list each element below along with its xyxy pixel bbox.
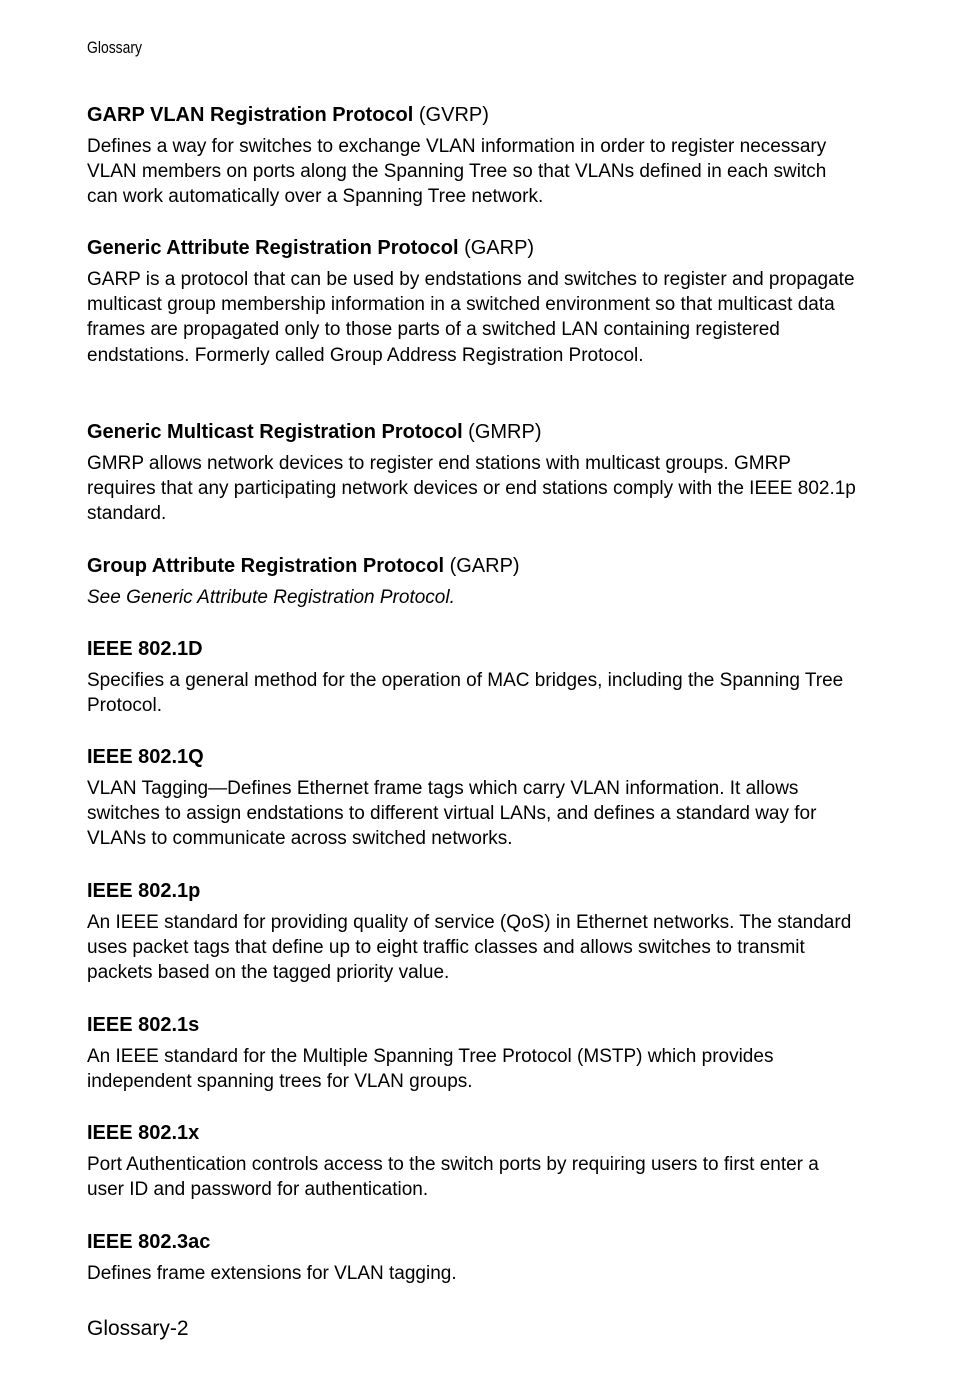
entry-term: [87, 1013, 857, 1037]
entry-definition: Port Authentication controls access to the switch ports by requiring users to first enter a user ID and password for authentication.: [87, 1154, 819, 1201]
term-name: IEEE 802.3ac: [87, 1231, 211, 1253]
glossary-entry-ieee-802-1x: [87, 1121, 857, 1202]
term-name: Group Attribute Registration Protocol: [87, 555, 445, 577]
entry-term: [87, 879, 857, 903]
glossary-entry-ieee-802-1q: [87, 745, 857, 852]
entry-term: [87, 236, 857, 260]
entry-term: [87, 420, 857, 444]
glossary-entry-group-garp: [87, 554, 857, 610]
term-abbreviation: (GVRP): [413, 104, 489, 126]
term-abbreviation: (GMRP): [462, 421, 542, 443]
entry-definition: GARP is a protocol that can be used by endstations and switches to register and propagate multicast group membership information in a switched environment so that multicast data frames are propagated only to those parts of a switched LAN containing registered endstations. Formerly called Group Address Registration Protocol.: [87, 269, 855, 366]
entry-definition: An IEEE standard for providing quality of service (QoS) in Ethernet networks. The standard uses packet tags that define up to eight traffic classes and allows switches to transmit packets based on the tagged priority value.: [87, 912, 852, 984]
term-name: IEEE 802.1Q: [87, 746, 204, 768]
term-name: IEEE 802.1s: [87, 1014, 200, 1036]
entry-definition: VLAN Tagging—Defines Ethernet frame tags which carry VLAN information. It allows switches to assign endstations to different virtual LANs, and defines a standard way for VLANs to communicate across switched networks.: [87, 778, 817, 850]
entry-term: [87, 554, 857, 578]
term-abbreviation: (GARP): [444, 555, 520, 577]
entry-term: [87, 103, 857, 127]
glossary-entry-ieee-802-1d: [87, 637, 857, 718]
entry-definition: Defines a way for switches to exchange VLAN information in order to register necessary VLAN members on ports along the Spanning Tree so that VLANs defined in each switch can work automatically over a Spanning Tree network.: [87, 136, 827, 208]
entry-definition: Defines frame extensions for VLAN tagging.: [87, 1263, 457, 1284]
term-abbreviation: (GARP): [458, 237, 535, 259]
term-name: IEEE 802.1p: [87, 880, 201, 902]
glossary-entry-ieee-802-1s: [87, 1013, 857, 1094]
term-name: Generic Multicast Registration Protocol: [87, 421, 463, 443]
entry-definition: GMRP allows network devices to register end stations with multicast groups. GMRP requires that any participating network devices or end stations comply with the IEEE 802.1p standard.: [87, 453, 856, 525]
term-name: GARP VLAN Registration Protocol: [87, 104, 414, 126]
term-name: IEEE 802.1x: [87, 1122, 200, 1144]
glossary-entry-gmrp: [87, 420, 857, 527]
glossary-entry-ieee-802-1p: [87, 879, 857, 986]
term-name: Generic Attribute Registration Protocol: [87, 237, 459, 259]
entry-term: [87, 637, 857, 661]
entry-definition: An IEEE standard for the Multiple Spanning Tree Protocol (MSTP) which provides independent spanning trees for VLAN groups.: [87, 1046, 774, 1093]
glossary-entry-gvrp: [87, 103, 857, 210]
page-number: Glossary-2: [87, 1317, 189, 1340]
entry-term: [87, 745, 857, 769]
entry-definition: See Generic Attribute Registration Protocol.: [87, 587, 455, 608]
glossary-entry-garp: [87, 236, 857, 368]
term-name: IEEE 802.1D: [87, 638, 203, 660]
running-header: Glossary: [87, 38, 143, 57]
entry-definition: Specifies a general method for the operation of MAC bridges, including the Spanning Tree Protocol.: [87, 670, 844, 717]
entry-term: [87, 1230, 857, 1254]
glossary-entry-ieee-802-3ac: [87, 1230, 857, 1286]
entry-term: [87, 1121, 857, 1145]
